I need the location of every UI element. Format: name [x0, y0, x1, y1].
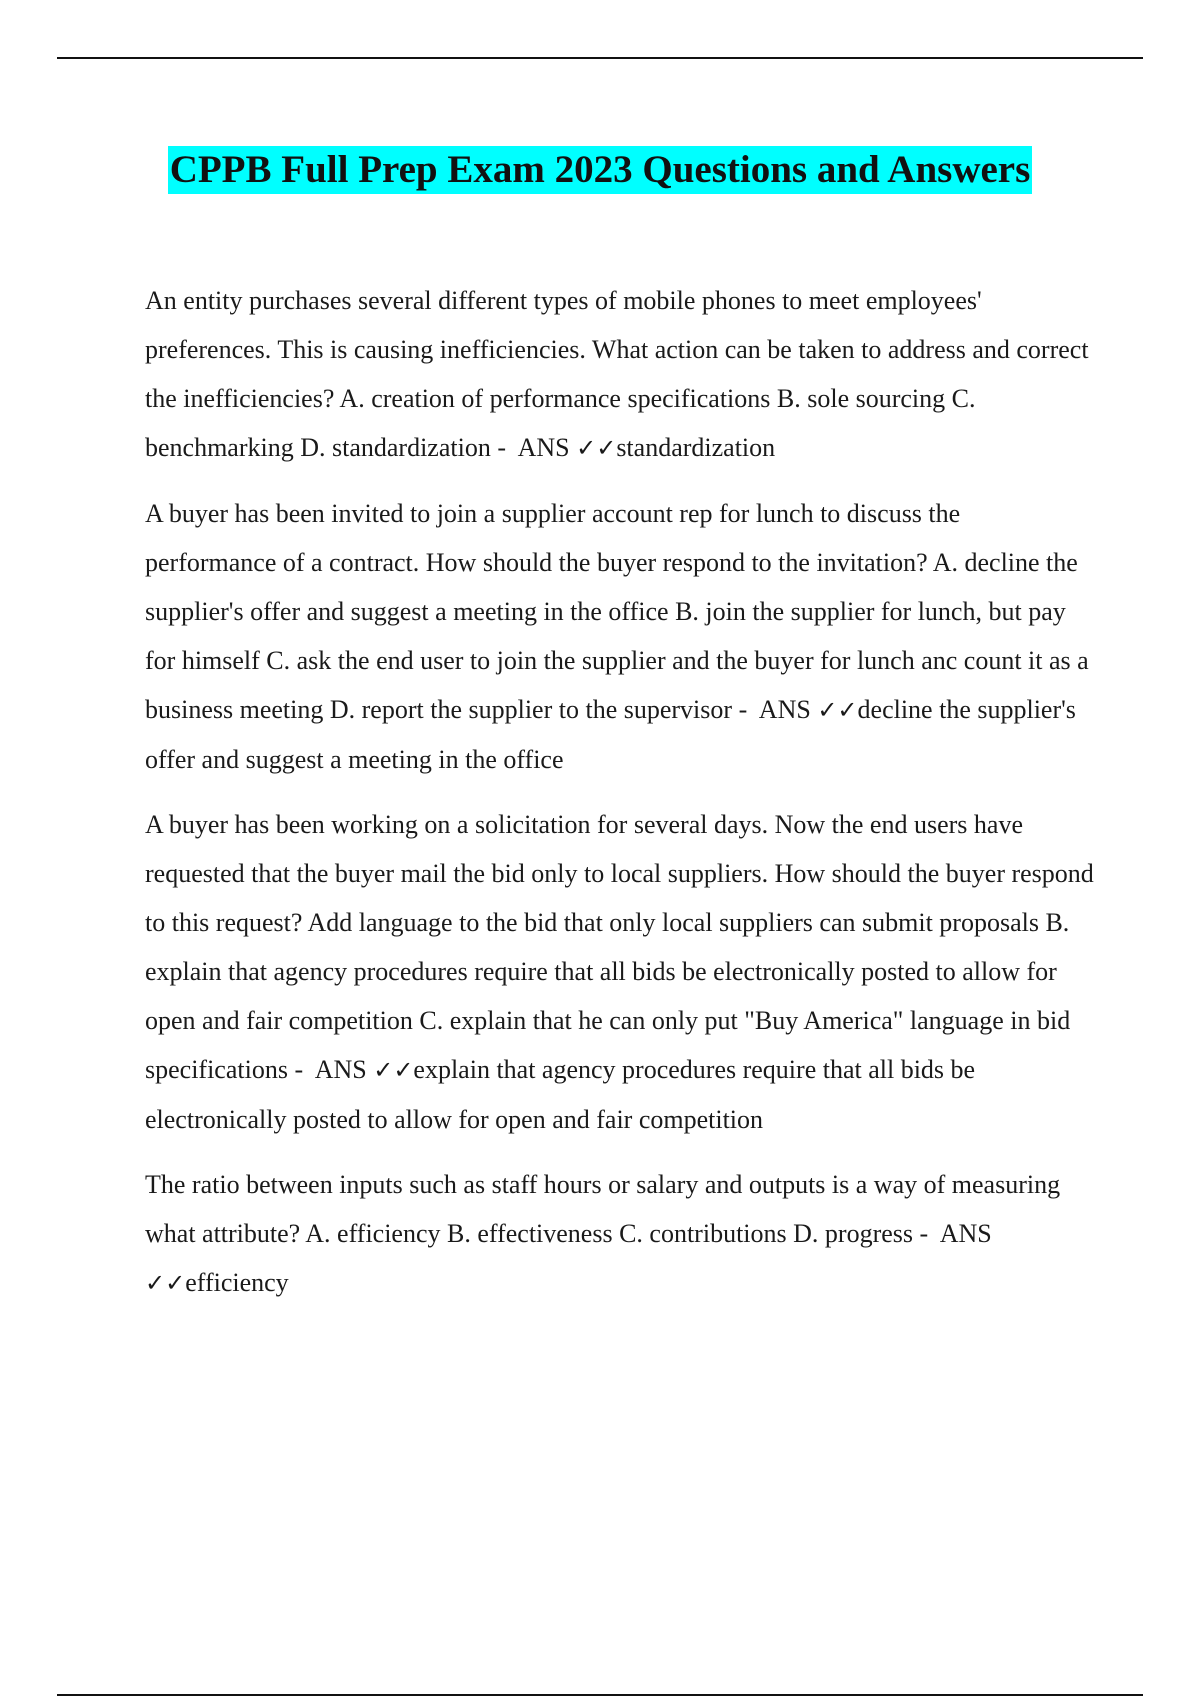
- separator: -: [732, 695, 759, 724]
- answer-text: efficiency: [185, 1268, 289, 1297]
- ans-label: ANS: [939, 1219, 992, 1248]
- question-text: The ratio between inputs such as staff hours or salary and outputs is a way of measuring what attribute? A. efficiency B. effectiveness C. contributions D. progress: [145, 1170, 1061, 1248]
- question-text: A buyer has been invited to join a supplier account rep for lunch to discuss the performance of a contract. How should the buyer respond to the invitation? A. decline the supplier's offer and suggest a meeting in the office B. join the supplier for lunch, but pay for himself C. ask the end user to join the supplier and the buyer for lunch anc count it as a business meeting D. report the supplier to the supervisor: [145, 499, 1089, 724]
- separator: -: [287, 1055, 315, 1084]
- question-text: An entity purchases several different types of mobile phones to meet employees' preferences. This is causing inefficiencies. What action can be taken to address and correct the inefficiencies? A. creation of performance specifications B. sole sourcing C. benchmarking D. standardization: [145, 286, 1089, 462]
- double-check-icon: ✓✓: [373, 1056, 414, 1084]
- bottom-rule: [57, 1694, 1143, 1696]
- qa-item-1: [145, 276, 1095, 473]
- document-body: [145, 276, 1095, 1324]
- separator: -: [913, 1219, 940, 1248]
- question-text: A buyer has been working on a solicitation for several days. Now the end users have requested that the buyer mail the bid only to local suppliers. How should the buyer respond to this request? Add language to the bid that only local suppliers can submit proposals B. explain that agency procedures require that all bids be electronically posted to allow for open and fair competition C. explain that he can only put "Buy America" language in bid specifications: [145, 810, 1094, 1084]
- answer-text: decline the supplier's offer and suggest a meeting in the office: [145, 695, 1076, 774]
- ans-label: ANS: [314, 1055, 367, 1084]
- double-check-icon: ✓✓: [576, 434, 617, 462]
- double-check-icon: ✓✓: [817, 696, 858, 724]
- qa-item-4: [145, 1160, 1095, 1308]
- ans-label: ANS: [758, 695, 811, 724]
- double-check-icon: ✓✓: [145, 1269, 186, 1297]
- top-rule: [57, 57, 1143, 59]
- title-wrap: [0, 146, 1200, 194]
- document-title: CPPB Full Prep Exam 2023 Questions and Answers: [168, 146, 1033, 194]
- qa-item-3: [145, 800, 1095, 1144]
- qa-item-2: [145, 489, 1095, 784]
- ans-label: ANS: [517, 433, 570, 462]
- separator: -: [490, 433, 518, 462]
- answer-text: standardization: [616, 433, 776, 462]
- answer-text: explain that agency procedures require that all bids be electronically posted to allow for open and fair competition: [145, 1055, 976, 1134]
